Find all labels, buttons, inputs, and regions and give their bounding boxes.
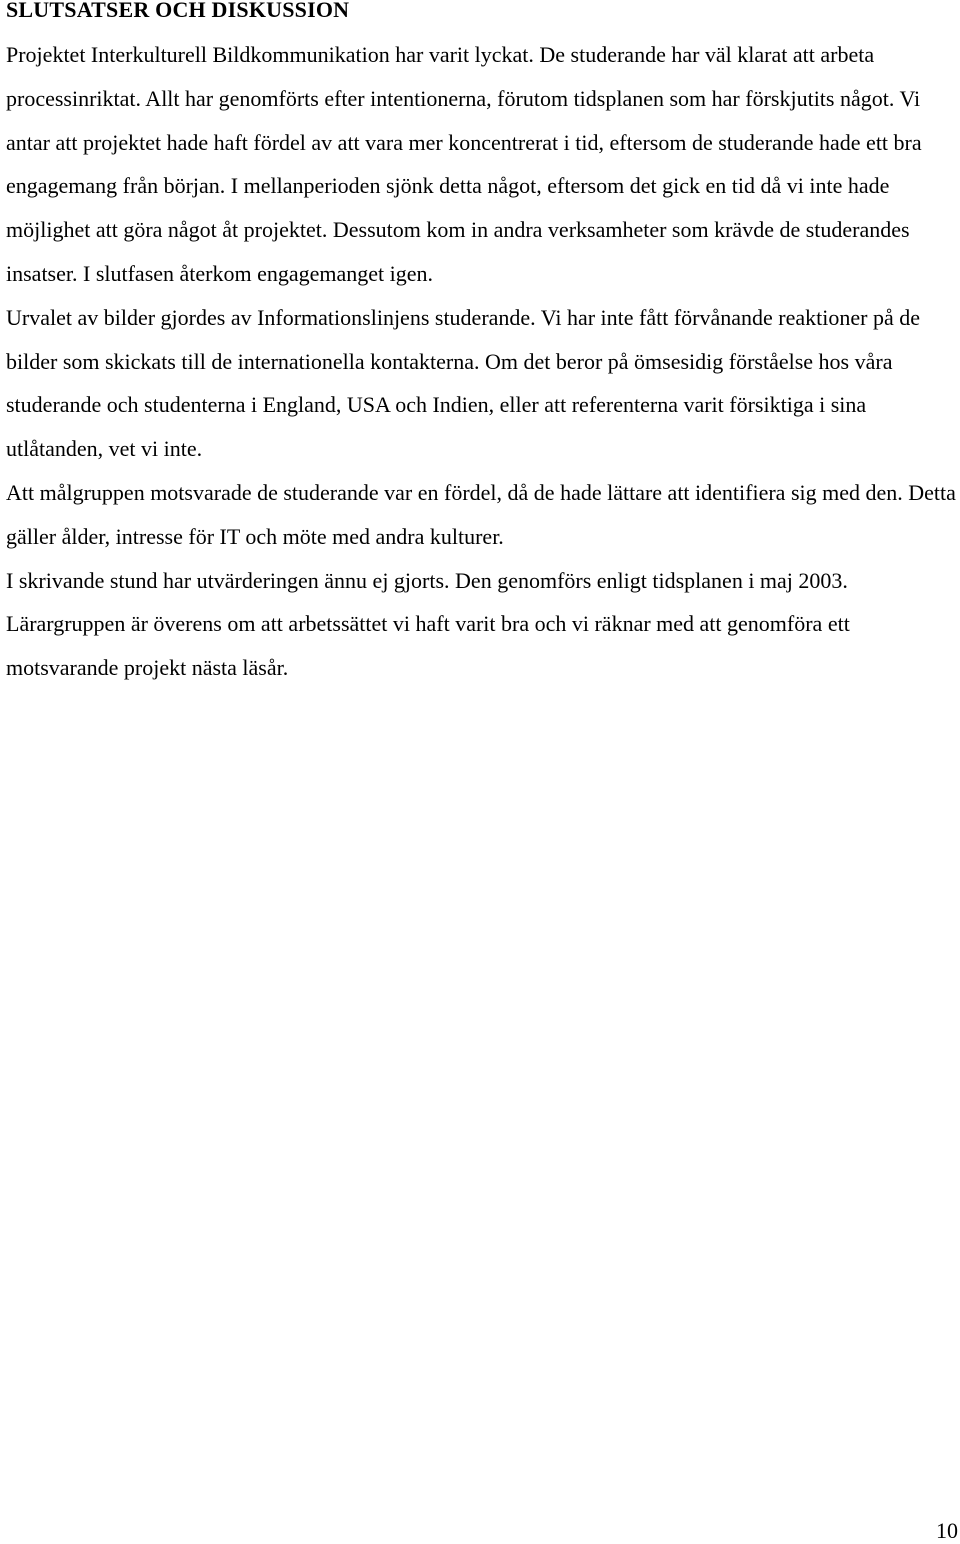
paragraph-evaluation: I skrivande stund har utvärderingen ännu ej gjorts. Den genomförs enligt tidsplanen i maj 2003. <box>6 567 848 593</box>
paragraph-teacher-group: Lärargruppen är överens om att arbetssättet vi haft varit bra och vi räknar med att genomföra ett motsvarande projekt nästa läsår. <box>6 611 850 681</box>
section-heading: SLUTSATSER OCH DISKUSSION <box>6 0 350 22</box>
body-text <box>6 33 958 690</box>
paragraph-project-summary: Projektet Interkulturell Bildkommunikation har varit lyckat. De studerande har väl klarat att arbeta processinriktat. Allt har genomförts efter intentionerna, förutom tidsplanen som har förskjutits något. Vi antar att projektet hade haft fördel av att vara mer koncentrerat i tid, eftersom de studerande hade ett bra engagemang från början. I mellanperioden sjönk detta något, eftersom det gick en tid då vi inte hade möjlighet att göra något åt projektet. Dessutom kom in andra verksamheter som krävde de studerandes insatser. I slutfasen återkom engagemanget igen. <box>6 42 922 286</box>
paragraph-image-selection: Urvalet av bilder gjordes av Informationslinjens studerande. Vi har inte fått förvånande reaktioner på de bilder som skickats till de internationella kontakterna. Om det beror på ömsesidig förståelse hos våra studerande och studenterna i England, USA och Indien, eller att referenterna varit försiktiga i sina utlåtanden, vet vi inte. <box>6 304 920 462</box>
paragraph-target-group: Att målgruppen motsvarade de studerande var en fördel, då de hade lättare att identifiera sig med den. Detta gäller ålder, intresse för IT och möte med andra kulturer. <box>6 479 956 549</box>
page-number: 10 <box>936 1518 958 1543</box>
